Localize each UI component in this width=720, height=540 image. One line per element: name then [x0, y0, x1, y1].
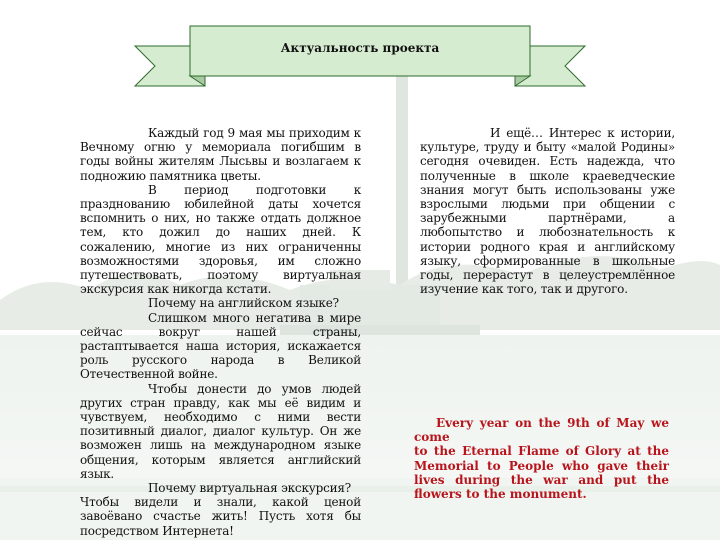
paragraph-question: Почему виртуальная экскурсия?: [148, 481, 352, 496]
english-quote: [414, 416, 669, 501]
paragraph: И ещё… Интерес к истории, культуре, труду и быту «малой Родины» сегодня очевиден. Есть надежда, что полученные в школе краеведческие знания могут быть использованы уже взрослыми людьми при общении с зарубежными партнёрами, а любопытство и любознательность к истории родного края и английскому языку, сформированные в школьные годы, перерастут в целеустремлённое изучение как того, так и другого.: [420, 126, 675, 297]
left-text-column: [80, 126, 361, 538]
english-quote-rest: to the Eternal Flame of Glory at the Memorial to People who gave their lives during the war and put the flowers to the monument.: [414, 444, 669, 502]
english-quote-line1: Every year on the 9th of May we come: [414, 416, 669, 445]
paragraph: Слишком много негатива в мире сейчас вокруг нашей страны, растаптывается наша история, искажается роль русского народа в Великой Отечественной войне.: [80, 310, 361, 382]
slide-title: Актуальность проекта: [280, 41, 440, 55]
paragraph-question: Почему на английском языке?: [148, 296, 339, 311]
paragraph: Каждый год 9 мая мы приходим к Вечному огню у мемориала погибшим в годы войны жителям Лысьвы и возлагаем к подножию памятника цветы.: [80, 126, 361, 183]
paragraph: В период подготовки к празднованию юбилейной даты хочется вспомнить о них, но также отдать должное тем, кто дожил до наших дней. К сожалению, многие из них ограниченны возможностями здоровья, им сложно путешествовать, поэтому виртуальная экскурсия как никогда кстати.: [80, 182, 361, 297]
right-text-column: [420, 126, 675, 296]
paragraph: Чтобы видели и знали, какой ценой завоёвано счастье жить! Пусть хотя бы посредством Интернета!: [80, 495, 361, 538]
paragraph: Чтобы донести до умов людей других стран правду, как мы её видим и чувствуем, необходимо с ними вести позитивный диалог, диалог культур. Он же возможен лишь на международном языке общения, которым является английский язык.: [80, 381, 361, 481]
chimney-shape: [396, 70, 408, 300]
